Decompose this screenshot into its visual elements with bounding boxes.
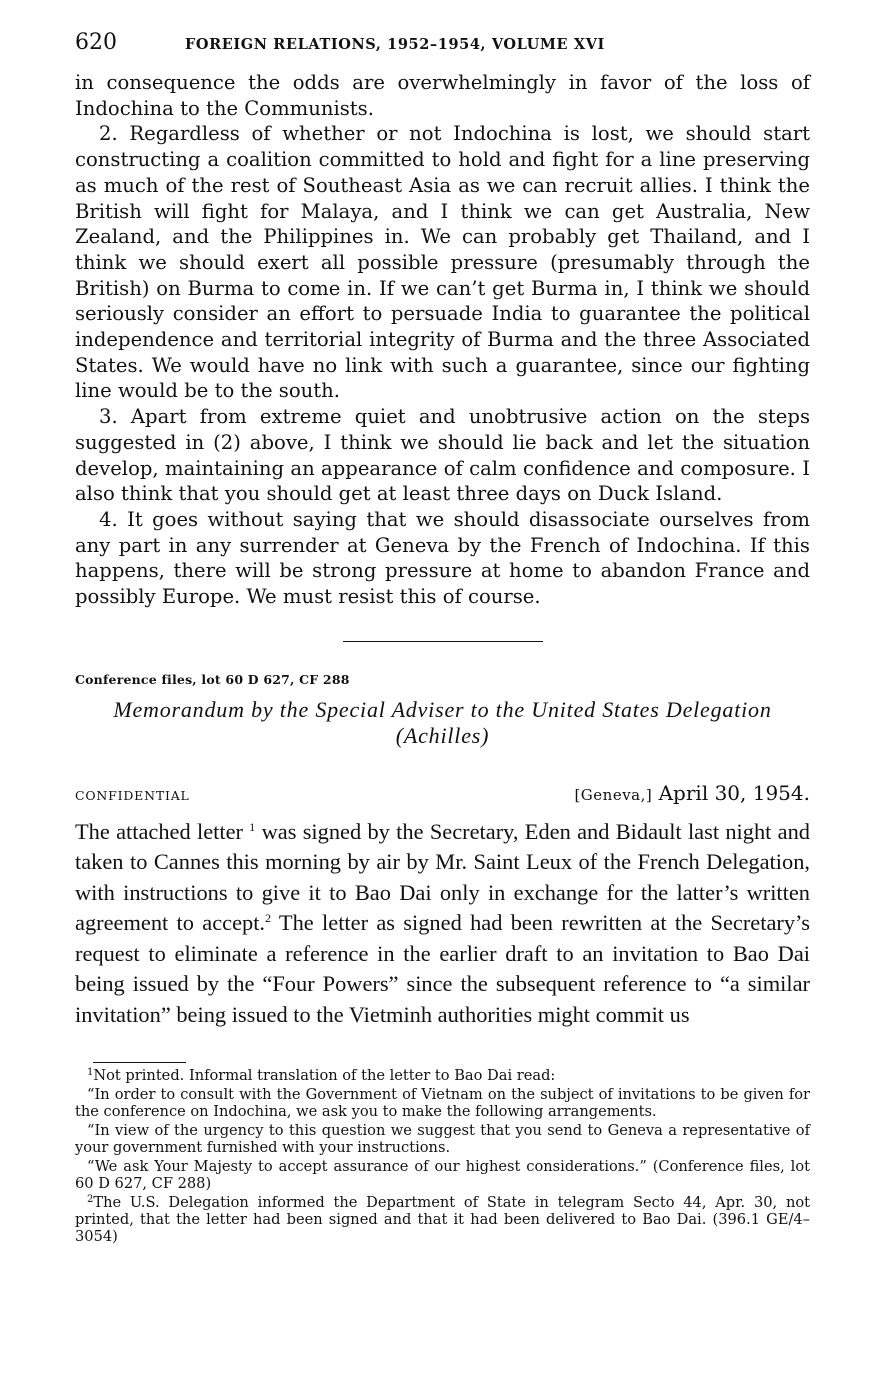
- dateline-place: [Geneva,]: [574, 785, 653, 804]
- running-head: [75, 30, 810, 70]
- paragraph-3: 3. Apart from extreme quiet and unobtrusive action on the steps suggested in (2) above, I think we should lie back and let the situation develop, maintaining an appearance of calm confidence and composure. I also think that you should get at least three days on Duck Island.: [75, 405, 810, 506]
- footnote-2: [75, 1194, 810, 1245]
- footnote-1: [75, 1067, 810, 1084]
- document-title: Memorandum by the Special Adviser to the United States Delegation: [113, 696, 772, 722]
- dateline-date: April 30, 1954.: [658, 780, 810, 805]
- memo-text-b: was signed by the Secretary, Eden and Bidault last night and taken to Cannes this morning by air by Mr. Saint Leux of the French Delegation, with instructions to give it to Bao Dai only in exchange for the latter’s written agreement to accept.: [75, 818, 810, 936]
- footnote-1-text: Not printed. Informal translation of the letter to Bao Dai read:: [93, 1067, 556, 1085]
- footnote-1-quote-3: “We ask Your Majesty to accept assurance of our highest considerations.” (Conference files, lot 60 D 627, CF 288): [75, 1158, 810, 1193]
- continued-paragraph: in consequence the odds are overwhelmingly in favor of the loss of Indochina to the Communists.: [75, 71, 810, 120]
- footnote-1-quote-2: “In view of the urgency to this question we suggest that you send to Geneva a representative of your government furnished with your instructions.: [75, 1122, 810, 1157]
- memorandum-body: [75, 817, 810, 1031]
- footnote-2-marker: 2: [87, 1194, 94, 1206]
- memo-text-a: The attached letter: [75, 818, 250, 844]
- footnote-ref-2: 2: [265, 911, 272, 926]
- classification-row: [75, 781, 810, 805]
- footnote-divider: [93, 1062, 186, 1063]
- source-note: Conference files, lot 60 D 627, CF 288: [75, 671, 350, 687]
- footnote-ref-1: 1: [249, 819, 256, 834]
- document-page: [75, 30, 810, 1247]
- document-author: (Achilles): [395, 722, 490, 748]
- volume-title: FOREIGN RELATIONS, 1952–1954, VOLUME XVI: [185, 36, 605, 53]
- classification-label: CONFIDENTIAL: [75, 787, 190, 803]
- footnote-1-quote-1: “In order to consult with the Government of Vietnam on the subject of invitations to be given for the conference on Indochina, we ask you to make the following arrangements.: [75, 1086, 810, 1121]
- memo-text-c: The letter as signed had been rewritten at the Secretary’s request to eliminate a reference in the earlier draft to an invitation to Bao Dai being issued by the “Four Powers” since the subsequent reference to “a similar invitation” being issued to the Vietminh authorities might commit us: [75, 910, 810, 1027]
- dateline: [574, 781, 810, 805]
- footnote-1-marker: 1: [87, 1067, 94, 1079]
- paragraph-2: 2. Regardless of whether or not Indochina is lost, we should start constructing a coalition committed to hold and fight for a line preserving as much of the rest of Southeast Asia as we can recruit allies. I think the British will fight for Malaya, and I think we can get Australia, New Zealand, and the Philippines in. We can probably get Thailand, and I think we should exert all possible pressure (presumably through the British) on Burma to come in. If we can’t get Burma in, I think we should seriously consider an effort to persuade India to guarantee the political independence and territorial integrity of Burma and the three Associated States. We would have no link with such a guarantee, since our fighting line would be to the south.: [75, 122, 810, 403]
- footnote-2-text: The U.S. Delegation informed the Department of State in telegram Secto 44, Apr. 30, not printed, that the letter had been signed and that it had been delivered to Bao Dai. (396.1 GE/4–3054): [75, 1194, 810, 1246]
- paragraph-4: 4. It goes without saying that we should disassociate ourselves from any part in any surrender at Geneva by the French of Indochina. If this happens, there will be strong pressure at home to abandon France and possibly Europe. We must resist this of course.: [75, 507, 810, 609]
- page-number: 620: [75, 30, 117, 55]
- section-divider: [343, 641, 543, 642]
